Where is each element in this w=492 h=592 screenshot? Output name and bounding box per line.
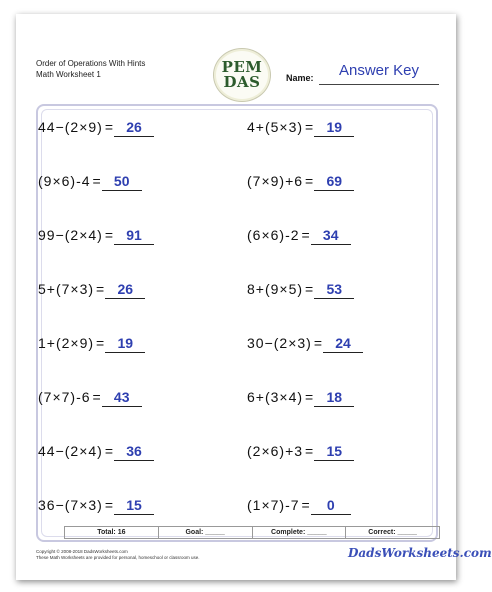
name-line: [319, 84, 439, 85]
problem-expression: 8+(9×5): [247, 281, 304, 297]
equals-sign: =: [96, 335, 105, 351]
problem-left-4: [38, 277, 145, 301]
problem-right-6: [247, 385, 354, 409]
problem-right-7: [247, 439, 354, 463]
answer-blank[interactable]: 19: [105, 334, 145, 353]
answer-blank[interactable]: 26: [105, 280, 145, 299]
problem-expression: (6×6)-2: [247, 227, 300, 243]
problem-expression: 1+(2×9): [38, 335, 95, 351]
problem-expression: (2×6)+3: [247, 443, 304, 459]
problem-expression: 44−(2×4): [38, 443, 103, 459]
copyright-line-2: These Math Worksheets are provided for personal, homeschool or classroom use.: [36, 555, 200, 560]
problem-right-2: [247, 169, 354, 193]
answer-blank[interactable]: 15: [114, 496, 154, 515]
problem-left-7: [38, 439, 154, 463]
equals-sign: =: [96, 281, 105, 297]
problem-left-8: [38, 493, 154, 517]
answer-blank[interactable]: 53: [314, 280, 354, 299]
equals-sign: =: [104, 227, 114, 243]
problem-expression: (7×9)+6: [247, 173, 304, 189]
problem-left-1: [38, 115, 154, 139]
problem-right-3: [247, 223, 351, 247]
equals-sign: =: [305, 173, 314, 189]
problem-expression: 4+(5×3): [247, 119, 304, 135]
name-value: Answer Key: [338, 62, 420, 79]
problem-expression: 99−(2×4): [38, 227, 103, 243]
equals-sign: =: [301, 497, 310, 513]
problem-expression: 30−(2×3): [247, 335, 312, 351]
equals-sign: =: [305, 389, 314, 405]
correct-cell: Correct: _____: [368, 529, 417, 536]
equals-sign: =: [92, 173, 101, 189]
equals-sign: =: [305, 443, 314, 459]
answer-blank[interactable]: 34: [311, 226, 351, 245]
equals-sign: =: [92, 389, 101, 405]
logo-line-2: DAS: [223, 73, 261, 91]
equals-sign: =: [301, 227, 310, 243]
equals-sign: =: [104, 119, 114, 135]
problem-left-5: [38, 331, 145, 355]
title-line-2: Math Worksheet 1: [36, 70, 101, 79]
problem-left-6: [38, 385, 142, 409]
problem-right-8: [247, 493, 351, 517]
copyright-line-1: Copyright © 2008-2018 DadsWorksheets.com: [36, 549, 128, 554]
problem-right-5: [247, 331, 363, 355]
copyright: [36, 549, 200, 561]
problem-expression: (7×7)-6: [38, 389, 91, 405]
complete-cell: Complete: _____: [253, 527, 347, 538]
answer-blank[interactable]: 0: [311, 496, 351, 515]
title-line-1: Order of Operations With Hints: [36, 59, 146, 68]
answer-blank[interactable]: 26: [114, 118, 154, 137]
answer-blank[interactable]: 91: [114, 226, 154, 245]
problem-expression: 6+(3×4): [247, 389, 304, 405]
equals-sign: =: [305, 119, 314, 135]
problem-expression: (1×7)-7: [247, 497, 300, 513]
problem-expression: 36−(7×3): [38, 497, 103, 513]
answer-blank[interactable]: 24: [323, 334, 363, 353]
logo-line-1: PEM: [221, 58, 263, 76]
score-row: [64, 526, 440, 539]
pemdas-logo: [213, 48, 271, 102]
answer-blank[interactable]: 36: [114, 442, 154, 461]
brand-logo: DadsWorksheets.com: [348, 546, 492, 560]
problem-left-3: [38, 223, 154, 247]
goal-cell: Goal: _____: [159, 527, 253, 538]
problem-expression: 5+(7×3): [38, 281, 95, 297]
answer-blank[interactable]: 19: [314, 118, 354, 137]
answer-blank[interactable]: 50: [102, 172, 142, 191]
answer-blank[interactable]: 43: [102, 388, 142, 407]
problem-right-1: [247, 115, 354, 139]
name-label: Name:: [286, 73, 314, 83]
problem-expression: (9×6)-4: [38, 173, 91, 189]
total-cell: Total: 16: [65, 527, 159, 538]
worksheet-title: [36, 58, 145, 80]
equals-sign: =: [104, 497, 114, 513]
problem-right-4: [247, 277, 354, 301]
equals-sign: =: [305, 281, 314, 297]
problem-expression: 44−(2×9): [38, 119, 103, 135]
equals-sign: =: [104, 443, 114, 459]
problem-left-2: [38, 169, 142, 193]
equals-sign: =: [313, 335, 323, 351]
worksheet-page: [16, 14, 492, 580]
answer-blank[interactable]: 69: [314, 172, 354, 191]
answer-blank[interactable]: 15: [314, 442, 354, 461]
answer-blank[interactable]: 18: [314, 388, 354, 407]
